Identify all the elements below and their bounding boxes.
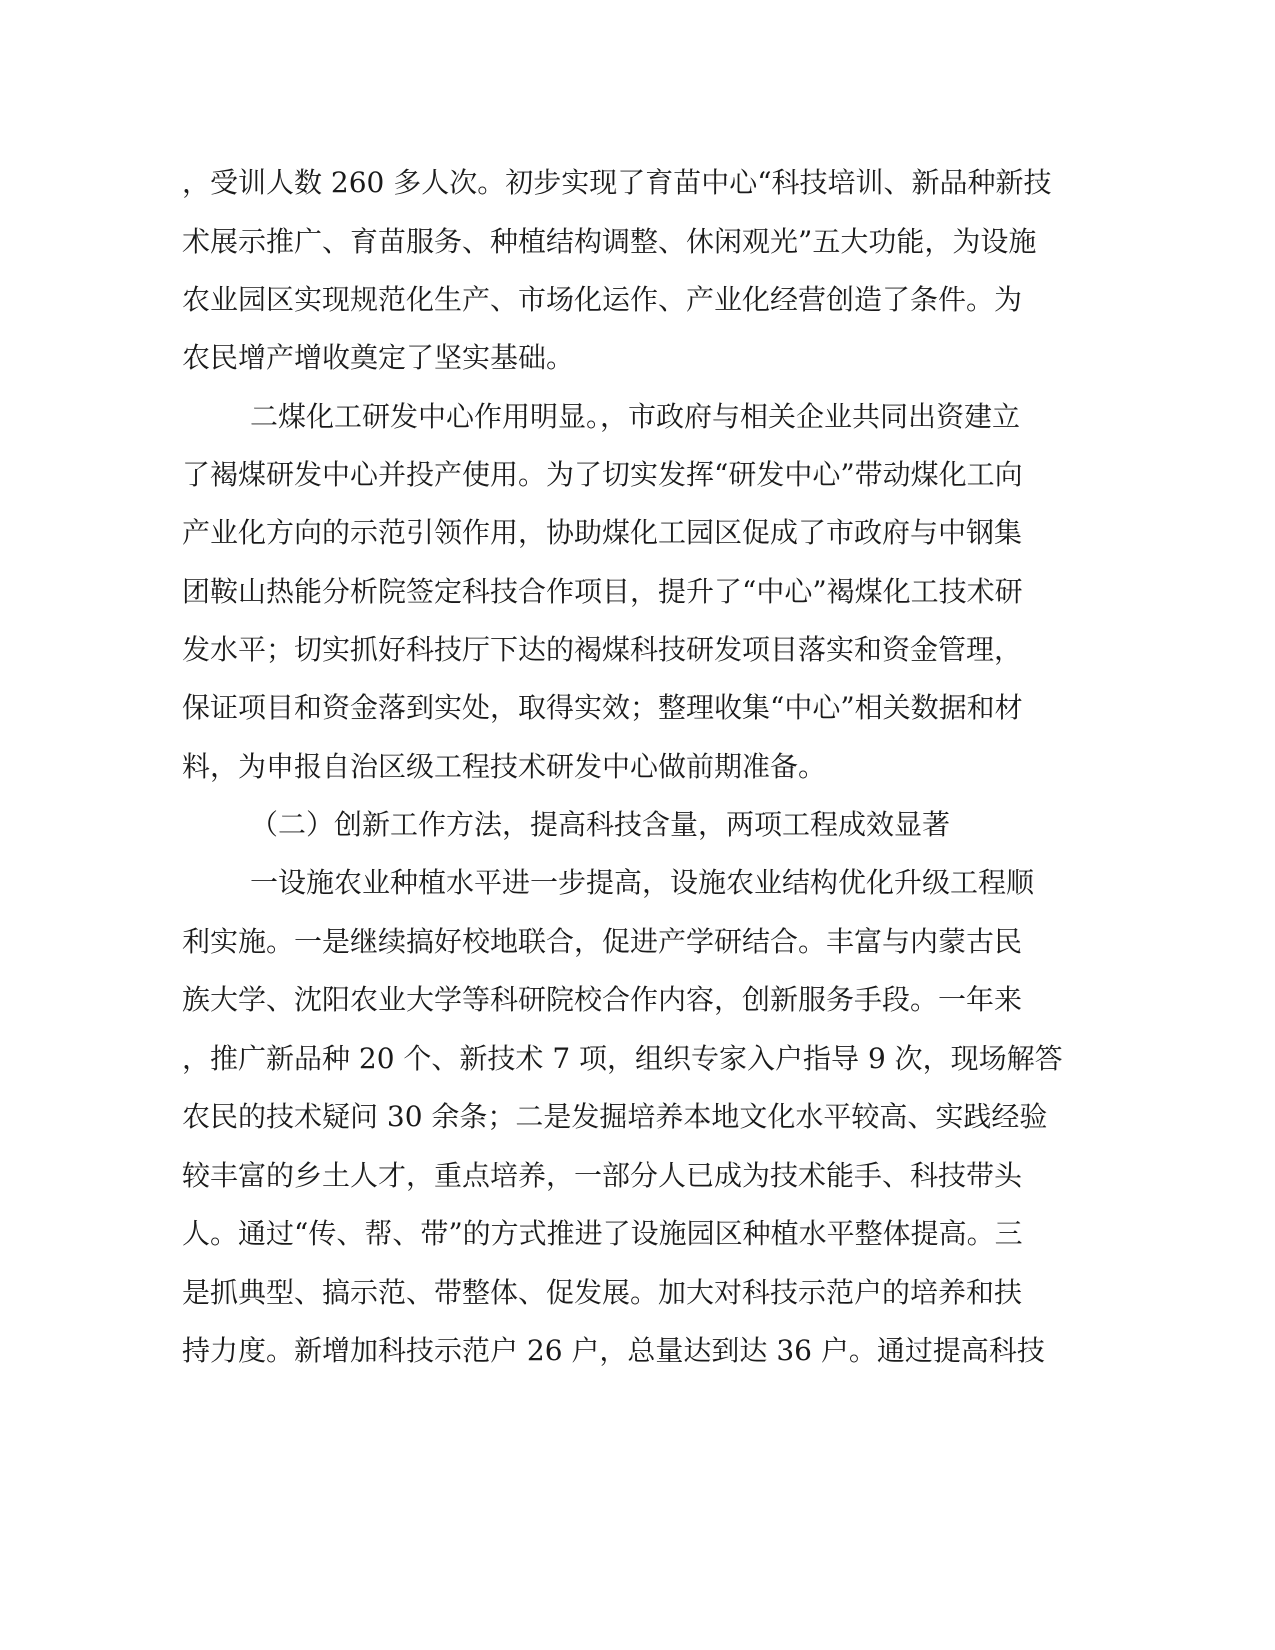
text-line: 保证项目和资金落到实处，取得实效；整理收集“中心”相关数据和材 xyxy=(182,691,1023,724)
text-line: ，推广新品种 20 个、新技术 7 项，组织专家入户指导 9 次，现场解答 xyxy=(182,1042,1063,1075)
text-line: 利实施。一是继续搞好校地联合，促进产学研结合。丰富与内蒙古民 xyxy=(182,925,1023,958)
text-line: 团鞍山热能分析院签定科技合作项目，提升了“中心”褐煤化工技术研 xyxy=(182,575,1023,608)
text-line: 了褐煤研发中心并投产使用。为了切实发挥“研发中心”带动煤化工向 xyxy=(182,458,1023,491)
text-line: 农业园区实现规范化生产、市场化运作、产业化经营创造了条件。为 xyxy=(182,283,1023,316)
text-line: 发水平；切实抓好科技厅下达的褐煤科技研发项目落实和资金管理， xyxy=(182,633,1023,666)
text-line: 农民的技术疑问 30 余条；二是发掘培养本地文化水平较高、实践经验 xyxy=(182,1100,1048,1133)
text-line: 是抓典型、搞示范、带整体、促发展。加大对科技示范户的培养和扶 xyxy=(182,1276,1023,1309)
text-line: 农民增产增收奠定了坚实基础。 xyxy=(182,341,575,374)
text-line: 较丰富的乡土人才，重点培养，一部分人已成为技术能手、科技带头 xyxy=(182,1159,1023,1192)
text-line: 二煤化工研发中心作用明显。，市政府与相关企业共同出资建立 xyxy=(250,400,1021,433)
text-line: 一设施农业种植水平进一步提高，设施农业结构优化升级工程顺 xyxy=(250,866,1035,899)
text-line: 术展示推广、育苗服务、种植结构调整、休闲观光”五大功能，为设施 xyxy=(182,225,1037,258)
text-line: 产业化方向的示范引领作用，协助煤化工园区促成了市政府与中钢集 xyxy=(182,516,1023,549)
text-line: 族大学、沈阳农业大学等科研院校合作内容，创新服务手段。一年来 xyxy=(182,983,1023,1016)
text-line: ，受训人数 260 多人次。初步实现了育苗中心“科技培训、新品种新技 xyxy=(182,166,1052,199)
text-line: 持力度。新增加科技示范户 26 户，总量达到达 36 户。通过提高科技 xyxy=(182,1334,1045,1367)
text-line: 料，为申报自治区级工程技术研发中心做前期准备。 xyxy=(182,750,827,783)
text-line: 人。通过“传、帮、带”的方式推进了设施园区种植水平整体提高。三 xyxy=(182,1217,1023,1250)
section-heading: （二）创新工作方法，提高科技含量，两项工程成效显著 xyxy=(250,808,951,841)
